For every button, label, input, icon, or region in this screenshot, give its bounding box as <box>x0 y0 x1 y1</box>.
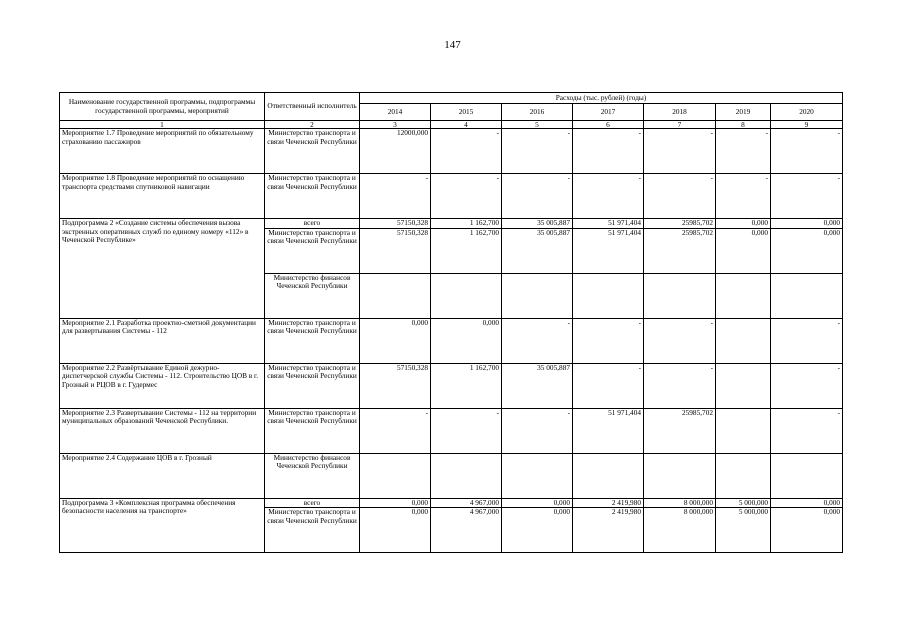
page-number: 147 <box>444 39 461 51</box>
cell-2018: - <box>644 318 716 363</box>
cell-2017: 51 971,404 <box>573 408 644 453</box>
cell-2020: 0,000 <box>771 228 843 273</box>
row-name: Подпрограмма 3 «Комплексная программа обеспечения безопасности населения на транспорте» <box>60 498 265 553</box>
row-executor: Министерство транспорта и связи Чеченской Республики <box>265 174 360 219</box>
cell-2015: 4 967,000 <box>431 508 502 553</box>
budget-table <box>59 92 843 553</box>
cell-2020: - <box>771 408 843 453</box>
column-number: 4 <box>431 121 502 129</box>
cell-2014 <box>360 453 431 498</box>
cell-2018: 25985,702 <box>644 219 716 229</box>
row-executor: Министерство транспорта и связи Чеченской Республики <box>265 508 360 553</box>
cell-2016: 0,000 <box>502 508 573 553</box>
header-year: 2020 <box>771 104 843 121</box>
cell-2015: 0,000 <box>431 318 502 363</box>
cell-2017: 2 419,980 <box>573 498 644 508</box>
cell-2014 <box>360 273 431 318</box>
cell-2017: - <box>573 129 644 174</box>
cell-2017: 51 971,404 <box>573 219 644 229</box>
cell-2018: 25985,702 <box>644 408 716 453</box>
cell-2015 <box>431 273 502 318</box>
row-name: Мероприятие 2.3 Развертывание Системы - 112 на территории муниципальных образований Чеченской Республики. <box>60 408 265 453</box>
row-name: Мероприятие 2.1 Разработка проектно-сметной документации для развертывания Системы - 112 <box>60 318 265 363</box>
table-row <box>60 318 843 363</box>
cell-2015: 1 162,700 <box>431 363 502 408</box>
cell-2020: 0,000 <box>771 498 843 508</box>
cell-2015: 1 162,700 <box>431 228 502 273</box>
row-executor: Министерство финансов Чеченской Республики <box>265 453 360 498</box>
cell-2019: 0,000 <box>716 228 771 273</box>
cell-2016: - <box>502 174 573 219</box>
cell-2016: - <box>502 318 573 363</box>
row-executor: Министерство транспорта и связи Чеченской Республики <box>265 363 360 408</box>
row-executor: Министерство транспорта и связи Чеченской Республики <box>265 129 360 174</box>
cell-2020: - <box>771 174 843 219</box>
cell-2014: 57150,328 <box>360 228 431 273</box>
cell-2020: - <box>771 318 843 363</box>
cell-2019: - <box>716 174 771 219</box>
cell-2018 <box>644 453 716 498</box>
column-number: 3 <box>360 121 431 129</box>
cell-2018 <box>644 273 716 318</box>
row-name: Мероприятие 1.7 Проведение мероприятий по обязательному страхованию пассажиров <box>60 129 265 174</box>
row-executor: всего <box>265 219 360 229</box>
cell-2015: - <box>431 174 502 219</box>
table-row <box>60 174 843 219</box>
row-name: Мероприятие 2.2 Развёртывание Единой дежурно-диспетчерской службы Системы - 112. Строительство ЦОВ в г. Грозный и РЦОВ в г. Гудермес <box>60 363 265 408</box>
header-year: 2014 <box>360 104 431 121</box>
header-year: 2017 <box>573 104 644 121</box>
cell-2014: 57150,328 <box>360 219 431 229</box>
column-number: 2 <box>265 121 360 129</box>
cell-2017 <box>573 453 644 498</box>
header-name: Наименование государственной программы, подпрограммы государственной программы, мероприятий <box>60 93 265 121</box>
column-number: 9 <box>771 121 843 129</box>
cell-2016: 35 005,887 <box>502 228 573 273</box>
cell-2016: 35 005,887 <box>502 363 573 408</box>
row-name: Мероприятие 1.8 Проведение мероприятий по оснащению транспорта средствами спутниковой навигации <box>60 174 265 219</box>
table-row <box>60 363 843 408</box>
cell-2020: - <box>771 363 843 408</box>
cell-2016 <box>502 273 573 318</box>
header-executor: Ответственный исполнитель <box>265 93 360 121</box>
cell-2014: 0,000 <box>360 498 431 508</box>
cell-2018: - <box>644 129 716 174</box>
cell-2017 <box>573 273 644 318</box>
cell-2018: - <box>644 363 716 408</box>
cell-2016: 35 005,887 <box>502 219 573 229</box>
header-year: 2018 <box>644 104 716 121</box>
cell-2019: 5 000,000 <box>716 498 771 508</box>
header-expenses: Расходы (тыс. рублей) (годы) <box>360 93 843 104</box>
cell-2016 <box>502 453 573 498</box>
cell-2015: 1 162,700 <box>431 219 502 229</box>
cell-2020 <box>771 273 843 318</box>
cell-2017: - <box>573 318 644 363</box>
cell-2020: - <box>771 129 843 174</box>
cell-2019 <box>716 318 771 363</box>
header-year: 2016 <box>502 104 573 121</box>
column-number: 7 <box>644 121 716 129</box>
cell-2017: 2 419,980 <box>573 508 644 553</box>
cell-2014: 57150,328 <box>360 363 431 408</box>
cell-2020: 0,000 <box>771 219 843 229</box>
row-executor: Министерство транспорта и связи Чеченской Республики <box>265 228 360 273</box>
cell-2018: - <box>644 174 716 219</box>
cell-2017: - <box>573 363 644 408</box>
cell-2019: 0,000 <box>716 219 771 229</box>
cell-2019: 5 000,000 <box>716 508 771 553</box>
cell-2018: 8 000,000 <box>644 498 716 508</box>
cell-2019: - <box>716 129 771 174</box>
row-executor: Министерство транспорта и связи Чеченской Республики <box>265 318 360 363</box>
table-row <box>60 408 843 453</box>
row-name: Мероприятие 2.4 Содержание ЦОВ в г. Грозный <box>60 453 265 498</box>
cell-2014: - <box>360 174 431 219</box>
cell-2014: - <box>360 408 431 453</box>
column-number: 5 <box>502 121 573 129</box>
cell-2019 <box>716 453 771 498</box>
column-number: 6 <box>573 121 644 129</box>
cell-2017: - <box>573 174 644 219</box>
cell-2019 <box>716 273 771 318</box>
cell-2015: - <box>431 129 502 174</box>
row-executor: Министерство транспорта и связи Чеченской Республики <box>265 408 360 453</box>
cell-2018: 8 000,000 <box>644 508 716 553</box>
cell-2015 <box>431 453 502 498</box>
row-name: Подпрограмма 2 «Создание системы обеспечения вызова экстренных оперативных служб по единому номеру «112» в Чеченской Республике» <box>60 219 265 319</box>
column-number: 8 <box>716 121 771 129</box>
table-row <box>60 219 843 229</box>
cell-2014: 0,000 <box>360 318 431 363</box>
cell-2020: 0,000 <box>771 508 843 553</box>
header-year: 2019 <box>716 104 771 121</box>
cell-2020 <box>771 453 843 498</box>
table-row <box>60 498 843 508</box>
cell-2015: - <box>431 408 502 453</box>
cell-2015: 4 967,000 <box>431 498 502 508</box>
cell-2014: 12000,000 <box>360 129 431 174</box>
cell-2018: 25985,702 <box>644 228 716 273</box>
row-executor: Министерство финансов Чеченской Республики <box>265 273 360 318</box>
row-executor: всего <box>265 498 360 508</box>
header-year: 2015 <box>431 104 502 121</box>
cell-2017: 51 971,404 <box>573 228 644 273</box>
table-row <box>60 129 843 174</box>
cell-2016: - <box>502 408 573 453</box>
column-number: 1 <box>60 121 265 129</box>
table-row <box>60 453 843 498</box>
cell-2019 <box>716 408 771 453</box>
cell-2014: 0,000 <box>360 508 431 553</box>
cell-2016: - <box>502 129 573 174</box>
cell-2016: 0,000 <box>502 498 573 508</box>
cell-2019 <box>716 363 771 408</box>
